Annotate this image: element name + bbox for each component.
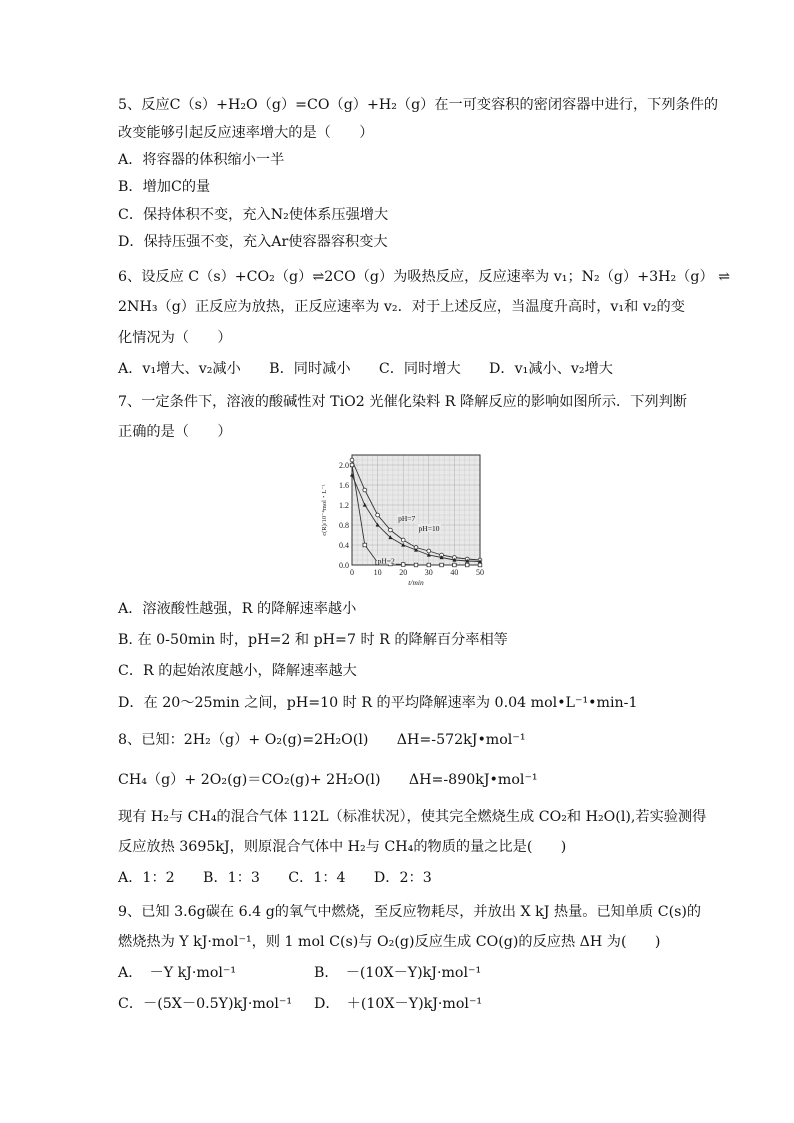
- y-tick-label: 0.8: [339, 521, 349, 530]
- y-tick-label: 0.4: [339, 541, 349, 550]
- q8-stem-line1: 现有 H₂与 CH₄的混合气体 112L（标准状况），使其完全燃烧生成 CO₂和 H₂O(l),若实验测得: [118, 809, 707, 825]
- x-axis-label: t/min: [408, 578, 424, 587]
- x-tick-label: 10: [373, 568, 382, 577]
- q5-option-b: B．增加C的量: [118, 179, 211, 195]
- q9-option-b: B． －(10X－Y)kJ·mol⁻¹: [314, 965, 482, 981]
- point-pH=2: [363, 543, 367, 547]
- series-label-pH=7: pH=7: [398, 514, 416, 523]
- q5-option-d: D．保持压强不变，充入Ar使容器容积变大: [118, 234, 388, 250]
- q9-stem-line2: 燃烧热为 Y kJ·mol⁻¹，则 1 mol C(s)与 O₂(g)反应生成 CO(g)的反应热 ΔH 为( ): [118, 934, 661, 950]
- series-label-pH=10: pH=10: [418, 524, 440, 533]
- point-pH=7: [427, 549, 431, 553]
- point-pH=2: [465, 563, 469, 567]
- y-axis-label: c(R)/10⁻⁴mol・L⁻¹: [321, 484, 328, 536]
- q7-stem-line2: 正确的是（ ）: [118, 424, 232, 440]
- point-pH=2: [414, 563, 418, 567]
- point-pH=7: [350, 458, 354, 462]
- q7-option-d: D．在 20～25min 之间，pH=10 时 R 的平均降解速率为 0.04 mol•L⁻¹•min-1: [118, 695, 638, 711]
- q7-option-a: A．溶液酸性越强，R 的降解速率越小: [118, 601, 357, 617]
- x-tick-label: 50: [476, 568, 484, 577]
- degradation-chart: [316, 451, 486, 593]
- q5-stem-line1: 5、反应C（s）+H₂O（g）=CO（g）+H₂（g）在一可变容积的密闭容器中进行，下列条件的: [118, 97, 719, 113]
- q9-stem-line1: 9、已知 3.6g碳在 6.4 g的氧气中燃烧，至反应物耗尽，并放出 X kJ 热量。已知单质 C(s)的: [118, 904, 702, 920]
- point-pH=7: [389, 528, 393, 532]
- y-tick-label: 1.2: [339, 501, 349, 510]
- x-tick-label: 0: [350, 568, 354, 577]
- x-tick-label: 20: [399, 568, 408, 577]
- series-label-pH=2: pH=2: [377, 556, 395, 566]
- q9-option-c: C．－(5X－0.5Y)kJ·mol⁻¹: [118, 996, 293, 1012]
- q7-option-b: B. 在 0-50min 时，pH=2 和 pH=7 时 R 的降解百分率相等: [118, 632, 508, 648]
- point-pH=2: [453, 563, 457, 567]
- q6-stem-line2: 2NH₃（g）正反应为放热，正反应速率为 v₂．对于上述反应，当温度升高时，v₁和 v₂的变: [118, 299, 685, 315]
- q8-options: A．1：2 B．1：3 C．1：4 D．2：3: [118, 870, 432, 886]
- q9-option-d: D． ＋(10X－Y)kJ·mol⁻¹: [314, 996, 483, 1012]
- q5-stem-line2: 改变能够引起反应速率增大的是（ ）: [118, 125, 374, 141]
- y-tick-label: 0.0: [339, 561, 349, 570]
- y-tick-label: 1.6: [339, 481, 349, 490]
- q5-option-a: A．将容器的体积缩小一半: [118, 152, 285, 168]
- q9-option-a: A． －Y kJ·mol⁻¹: [118, 965, 237, 981]
- point-pH=2: [401, 563, 405, 567]
- q8-equation-2: CH₄（g）+ 2O₂(g)＝CO₂(g)+ 2H₂O(l) ΔH=-890kJ•mol⁻¹: [118, 772, 538, 788]
- point-pH=2: [427, 563, 431, 567]
- point-pH=2: [478, 563, 482, 567]
- q7-option-c: C．R 的起始浓度越小，降解速率越大: [118, 663, 357, 679]
- point-pH=7: [376, 513, 380, 517]
- point-pH=7: [363, 488, 367, 492]
- point-pH=7: [401, 538, 405, 542]
- q8-equation-1: 8、已知：2H₂（g）+ O₂(g)=2H₂O(l) ΔH=-572kJ•mol⁻¹: [118, 732, 526, 748]
- y-tick-label: 2.0: [339, 461, 349, 470]
- x-tick-label: 30: [424, 568, 433, 577]
- chart-svg: [316, 451, 486, 593]
- q6-stem-line1: 6、设反应 C（s）+CO₂（g）⇌2CO（g）为吸热反应，反应速率为 v₁；N₂（g）+3H₂（g） ⇌: [118, 269, 731, 285]
- q7-stem-line1: 7、一定条件下，溶液的酸碱性对 TiO2 光催化染料 R 降解反应的影响如图所示．下列判断: [118, 394, 687, 410]
- q8-stem-line2: 反应放热 3695kJ，则原混合气体中 H₂与 CH₄的物质的量之比是( ): [118, 839, 567, 855]
- x-tick-label: 40: [450, 568, 459, 577]
- q6-stem-line3: 化情况为（ ）: [118, 330, 232, 346]
- point-pH=2: [440, 563, 444, 567]
- q5-option-c: C．保持体积不变，充入N₂使体系压强增大: [118, 207, 389, 223]
- q6-options: A．v₁增大、v₂减小 B．同时减小 C．同时增大 D．v₁减小、v₂增大: [118, 361, 613, 377]
